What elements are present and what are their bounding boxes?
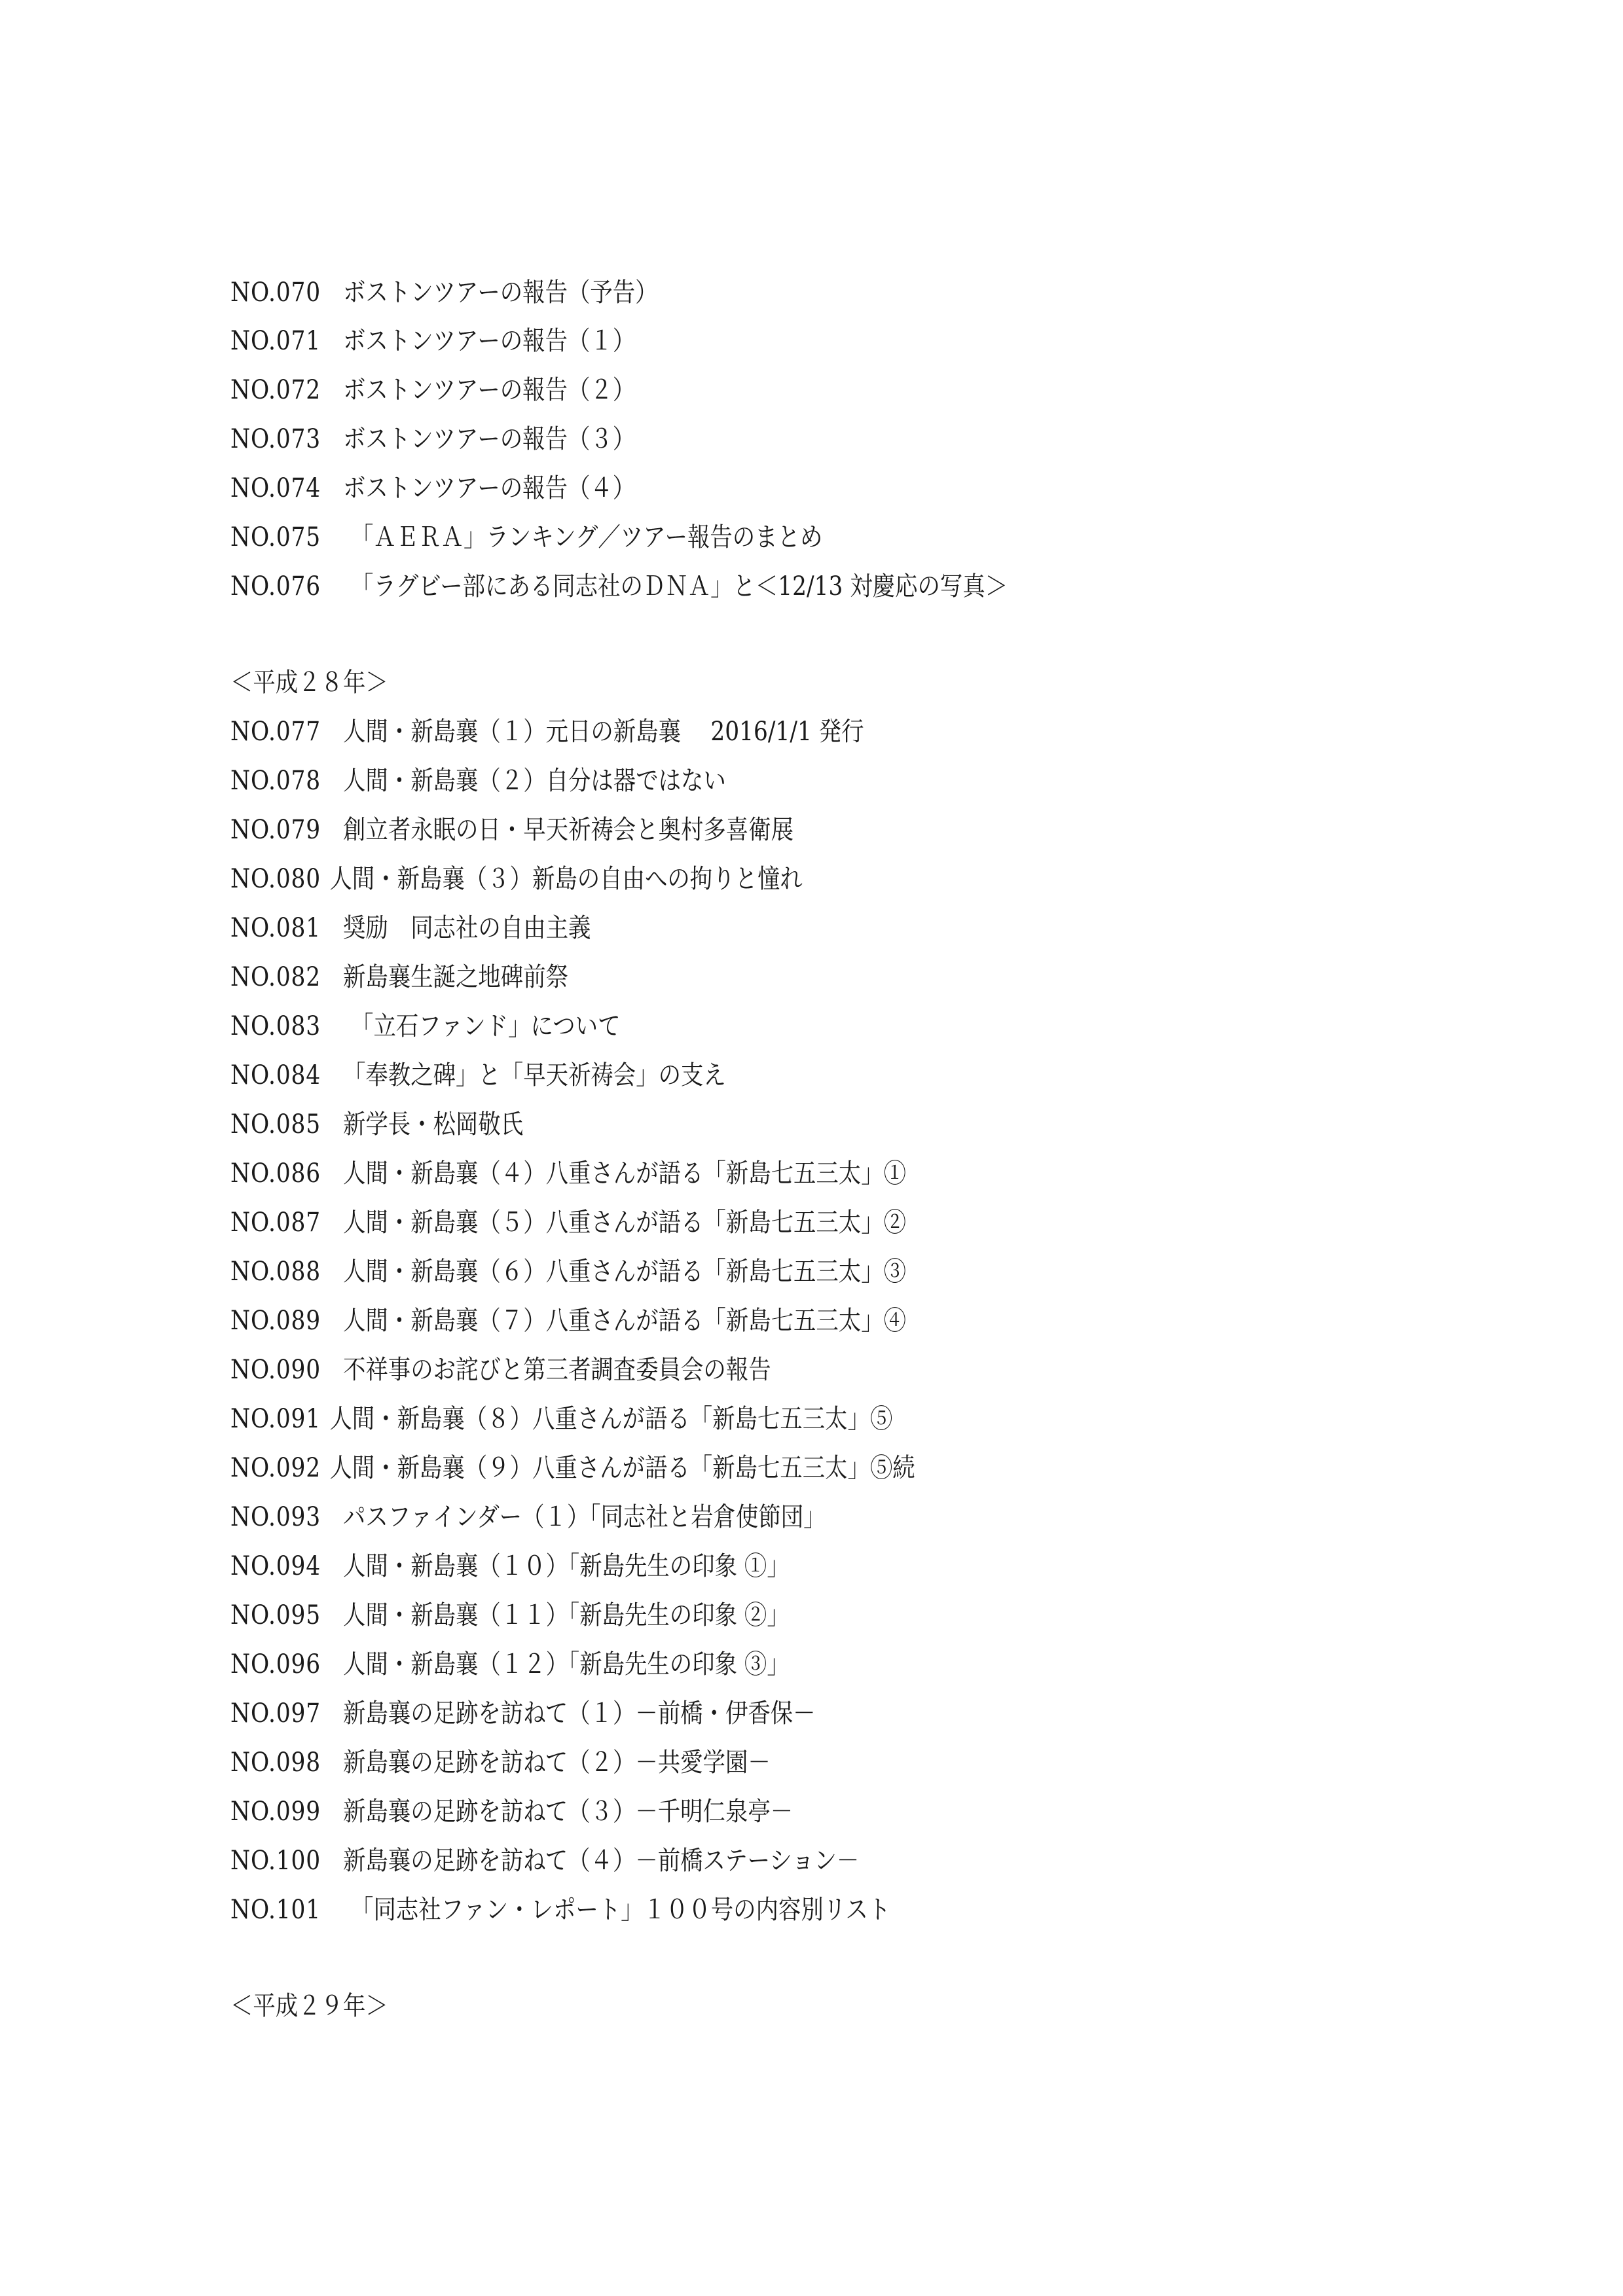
entry-number: NO.095 xyxy=(230,1600,321,1630)
entry-title: 新学長・松岡敬氏 xyxy=(343,1109,524,1139)
list-item xyxy=(230,908,591,948)
entry-number: NO.083 xyxy=(230,1011,321,1041)
entry-title: 奨励 同志社の自由主義 xyxy=(343,913,591,943)
entry-number: NO.098 xyxy=(230,1748,321,1778)
entry-title: ボストンツアーの報告（１） xyxy=(343,326,636,356)
list-item xyxy=(230,1743,771,1782)
entry-title: 新島襄の足跡を訪ねて（２）－共愛学園－ xyxy=(343,1748,771,1778)
entry-title: 人間・新島襄（１２）「新島先生の印象 ③」 xyxy=(343,1649,790,1679)
list-item xyxy=(230,1547,790,1586)
list-item xyxy=(230,1596,790,1635)
entry-title: ボストンツアーの報告（２） xyxy=(343,375,636,405)
list-item xyxy=(230,1399,892,1439)
entry-number: NO.078 xyxy=(230,766,321,796)
entry-title: 人間・新島襄（４）八重さんが語る「新島七五三太」① xyxy=(343,1158,906,1189)
entry-number: NO.074 xyxy=(230,473,321,503)
entry-title: 人間・新島襄（２）自分は器ではない xyxy=(343,766,726,796)
entry-title: 不祥事のお詫びと第三者調査委員会の報告 xyxy=(343,1355,771,1385)
list-item xyxy=(230,567,1008,606)
entry-number: NO.071 xyxy=(230,326,321,356)
entry-title: 「ラグビー部にある同志社のＤＮＡ」と＜12/13 対慶応の写真＞ xyxy=(351,571,1008,601)
entry-number: NO.099 xyxy=(230,1797,321,1827)
entry-number: NO.081 xyxy=(230,913,321,943)
entry-number: NO.072 xyxy=(230,375,321,405)
list-item xyxy=(230,761,726,800)
entry-number: NO.080 xyxy=(230,864,321,894)
entry-number: NO.093 xyxy=(230,1502,321,1532)
entry-title: 人間・新島襄（９）八重さんが語る「新島七五三太」⑤続 xyxy=(329,1453,915,1483)
list-item xyxy=(230,1350,771,1390)
section-heading: ＜平成２９年＞ xyxy=(230,1991,388,2021)
entry-number: NO.087 xyxy=(230,1208,321,1238)
entry-number: NO.076 xyxy=(230,571,321,601)
list-item xyxy=(230,1792,793,1831)
entry-title: 「ＡＥＲＡ」ランキング／ツアー報告のまとめ xyxy=(351,522,823,552)
entry-number: NO.079 xyxy=(230,815,321,845)
list-item xyxy=(230,1645,790,1684)
entry-title: 人間・新島襄（１０）「新島先生の印象 ①」 xyxy=(343,1551,790,1581)
entry-number: NO.089 xyxy=(230,1306,321,1336)
entry-number: NO.085 xyxy=(230,1109,321,1139)
list-item xyxy=(230,1105,523,1144)
entry-title: 人間・新島襄（８）八重さんが語る「新島七五三太」⑤ xyxy=(329,1404,893,1434)
entry-number: NO.092 xyxy=(230,1453,321,1483)
entry-title: 新島襄生誕之地碑前祭 xyxy=(343,962,568,992)
entry-number: NO.101 xyxy=(230,1895,321,1925)
entry-title: 人間・新島襄（５）八重さんが語る「新島七五三太」② xyxy=(343,1208,906,1238)
entry-number: NO.086 xyxy=(230,1158,321,1189)
entry-number: NO.075 xyxy=(230,522,321,552)
entry-title: 「奉教之碑」と「早天祈祷会」の支え xyxy=(343,1060,726,1090)
entry-title: 「立石ファンド」について xyxy=(351,1011,621,1041)
entry-title: パスファインダー（１）「同志社と岩倉使節団」 xyxy=(343,1502,826,1532)
list-item xyxy=(230,469,635,508)
list-item xyxy=(230,1252,906,1291)
entry-title: 人間・新島襄（１）元日の新島襄 2016/1/1 発行 xyxy=(343,717,864,747)
list-item xyxy=(230,958,568,997)
list-item xyxy=(230,1448,915,1488)
entry-title: 「同志社ファン・レポート」１００号の内容別リスト xyxy=(351,1895,891,1925)
entry-number: NO.091 xyxy=(230,1404,321,1434)
entry-number: NO.090 xyxy=(230,1355,321,1385)
entry-title: 新島襄の足跡を訪ねて（１）－前橋・伊香保－ xyxy=(343,1698,816,1729)
list-item xyxy=(230,420,635,459)
list-item xyxy=(230,1498,826,1537)
entry-title: 新島襄の足跡を訪ねて（３）－千明仁泉亭－ xyxy=(343,1797,793,1827)
entry-title: 創立者永眠の日・早天祈祷会と奥村多喜衛展 xyxy=(343,815,793,845)
entry-title: 人間・新島襄（３）新島の自由への拘りと憧れ xyxy=(329,864,803,894)
list-item xyxy=(230,321,635,361)
list-item xyxy=(230,273,658,312)
entry-title: ボストンツアーの報告（４） xyxy=(343,473,636,503)
entry-title: ボストンツアーの報告（予告） xyxy=(343,278,658,308)
entry-number: NO.070 xyxy=(230,278,321,308)
list-item xyxy=(230,1154,906,1193)
list-item xyxy=(230,1890,890,1929)
entry-title: 人間・新島襄（６）八重さんが語る「新島七五三太」③ xyxy=(343,1257,906,1287)
list-item xyxy=(230,1694,816,1733)
list-item xyxy=(230,370,635,410)
entry-title: 人間・新島襄（１１）「新島先生の印象 ②」 xyxy=(343,1600,790,1630)
list-item xyxy=(230,712,864,751)
list-item xyxy=(230,859,803,899)
section-heading: ＜平成２８年＞ xyxy=(230,668,388,698)
entry-number: NO.084 xyxy=(230,1060,321,1090)
entry-number: NO.077 xyxy=(230,717,321,747)
list-item xyxy=(230,1203,906,1242)
entry-number: NO.082 xyxy=(230,962,321,992)
entry-title: ボストンツアーの報告（３） xyxy=(343,424,636,454)
entry-number: NO.100 xyxy=(230,1846,321,1876)
entry-number: NO.073 xyxy=(230,424,321,454)
entry-number: NO.088 xyxy=(230,1257,321,1287)
list-item xyxy=(230,1056,726,1095)
list-item xyxy=(230,1301,906,1340)
entry-number: NO.094 xyxy=(230,1551,321,1581)
entry-title: 新島襄の足跡を訪ねて（４）－前橋ステーション－ xyxy=(343,1846,860,1876)
list-item xyxy=(230,518,822,557)
entry-number: NO.096 xyxy=(230,1649,321,1679)
list-item xyxy=(230,810,793,850)
list-item xyxy=(230,1007,620,1046)
list-item xyxy=(230,1841,859,1880)
entry-title: 人間・新島襄（７）八重さんが語る「新島七五三太」④ xyxy=(343,1306,906,1336)
entry-number: NO.097 xyxy=(230,1698,321,1729)
